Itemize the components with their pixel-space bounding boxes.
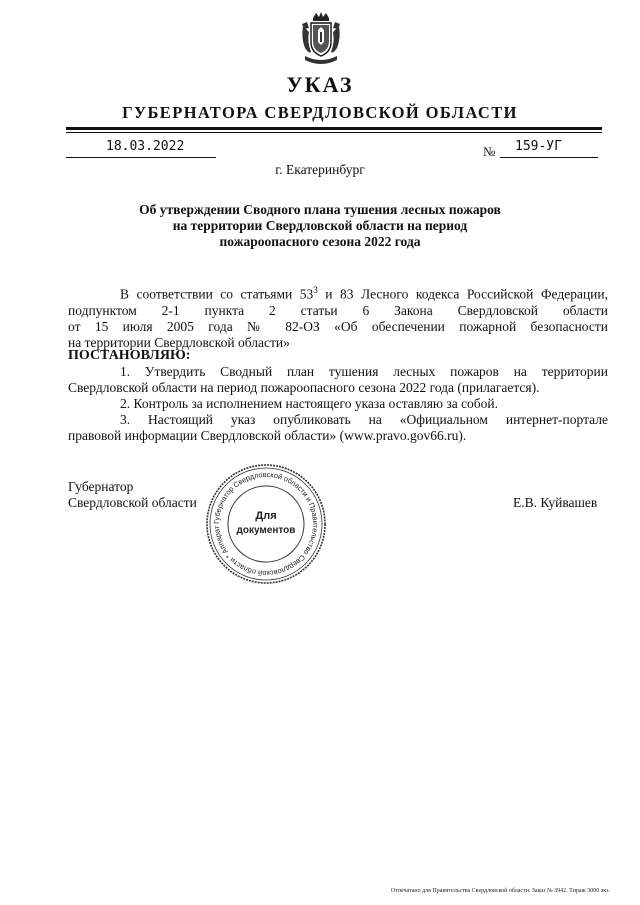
preamble-line: подпунктом 2-1 пункта 2 статьи 6 Закона Свердловской области — [68, 302, 608, 318]
signer-position-line: Свердловской области — [68, 495, 197, 510]
decree-item-2: 2. Контроль за исполнением настоящего указа оставляю за собой. — [120, 396, 499, 411]
document-title: УКАЗ — [286, 72, 354, 97]
document-number: 159-УГ — [515, 139, 562, 154]
print-footer: Отпечатано для Правительства Свердловской области. Заказ № 3942. Тираж 3000 экз. — [390, 888, 610, 894]
header-rule-thin — [66, 132, 602, 133]
stamp-ring-text: Губернатор Свердловской области и Правительство Свердловской области * Аппарат — [211, 469, 321, 579]
number-sign: № — [483, 144, 496, 159]
document-date: 18.03.2022 — [106, 139, 185, 154]
city: г. Екатеринбург — [275, 162, 365, 177]
preamble-superscript: 3 — [313, 285, 318, 295]
decree-item-1 — [68, 364, 608, 396]
stamp-center-text: документов — [236, 525, 296, 536]
preamble-line — [68, 282, 608, 303]
item-line: Свердловской области на период пожароопасного сезона 2022 года (прилагается). — [68, 380, 540, 395]
date-underline — [66, 157, 216, 158]
preamble-line: на территории Свердловской области» — [68, 334, 290, 350]
item-line: 1. Утвердить Сводный план тушения лесных пожаров на территории — [120, 364, 608, 379]
heading-line: пожароопасного сезона 2022 года — [219, 234, 421, 249]
signer-name: Е.В. Куйвашев — [513, 495, 598, 510]
document-subtitle: ГУБЕРНАТОРА СВЕРДЛОВСКОЙ ОБЛАСТИ — [122, 103, 518, 122]
heading-line: на территории Свердловской области на период — [172, 218, 468, 233]
preamble-text: В соответствии со статьями 53 — [120, 286, 314, 302]
number-underline — [500, 157, 598, 158]
signer-position — [68, 479, 197, 511]
stamp-center-text: Для — [255, 510, 277, 522]
heading-line: Об утверждении Сводного плана тушения лесных пожаров — [139, 202, 501, 217]
preamble-paragraph — [68, 282, 608, 351]
signer-position-line: Губернатор — [68, 479, 134, 494]
official-stamp — [204, 462, 328, 586]
coat-of-arms-icon — [299, 12, 343, 68]
item-line: правовой информации Свердловской области» (www.pravo.gov66.ru). — [68, 428, 467, 443]
decree-word: ПОСТАНОВЛЯЮ: — [68, 348, 191, 363]
item-line: 3. Настоящий указ опубликовать на «Официальном интернет-портале — [120, 412, 608, 427]
preamble-line: от 15 июля 2005 года № 82-ОЗ «Об обеспечении пожарной безопасности — [68, 318, 608, 334]
preamble-text: и 83 Лесного кодекса Российской Федерации, — [317, 286, 608, 302]
header-rule-thick — [66, 127, 602, 130]
document-heading — [100, 202, 540, 250]
decree-item-3 — [68, 412, 608, 444]
